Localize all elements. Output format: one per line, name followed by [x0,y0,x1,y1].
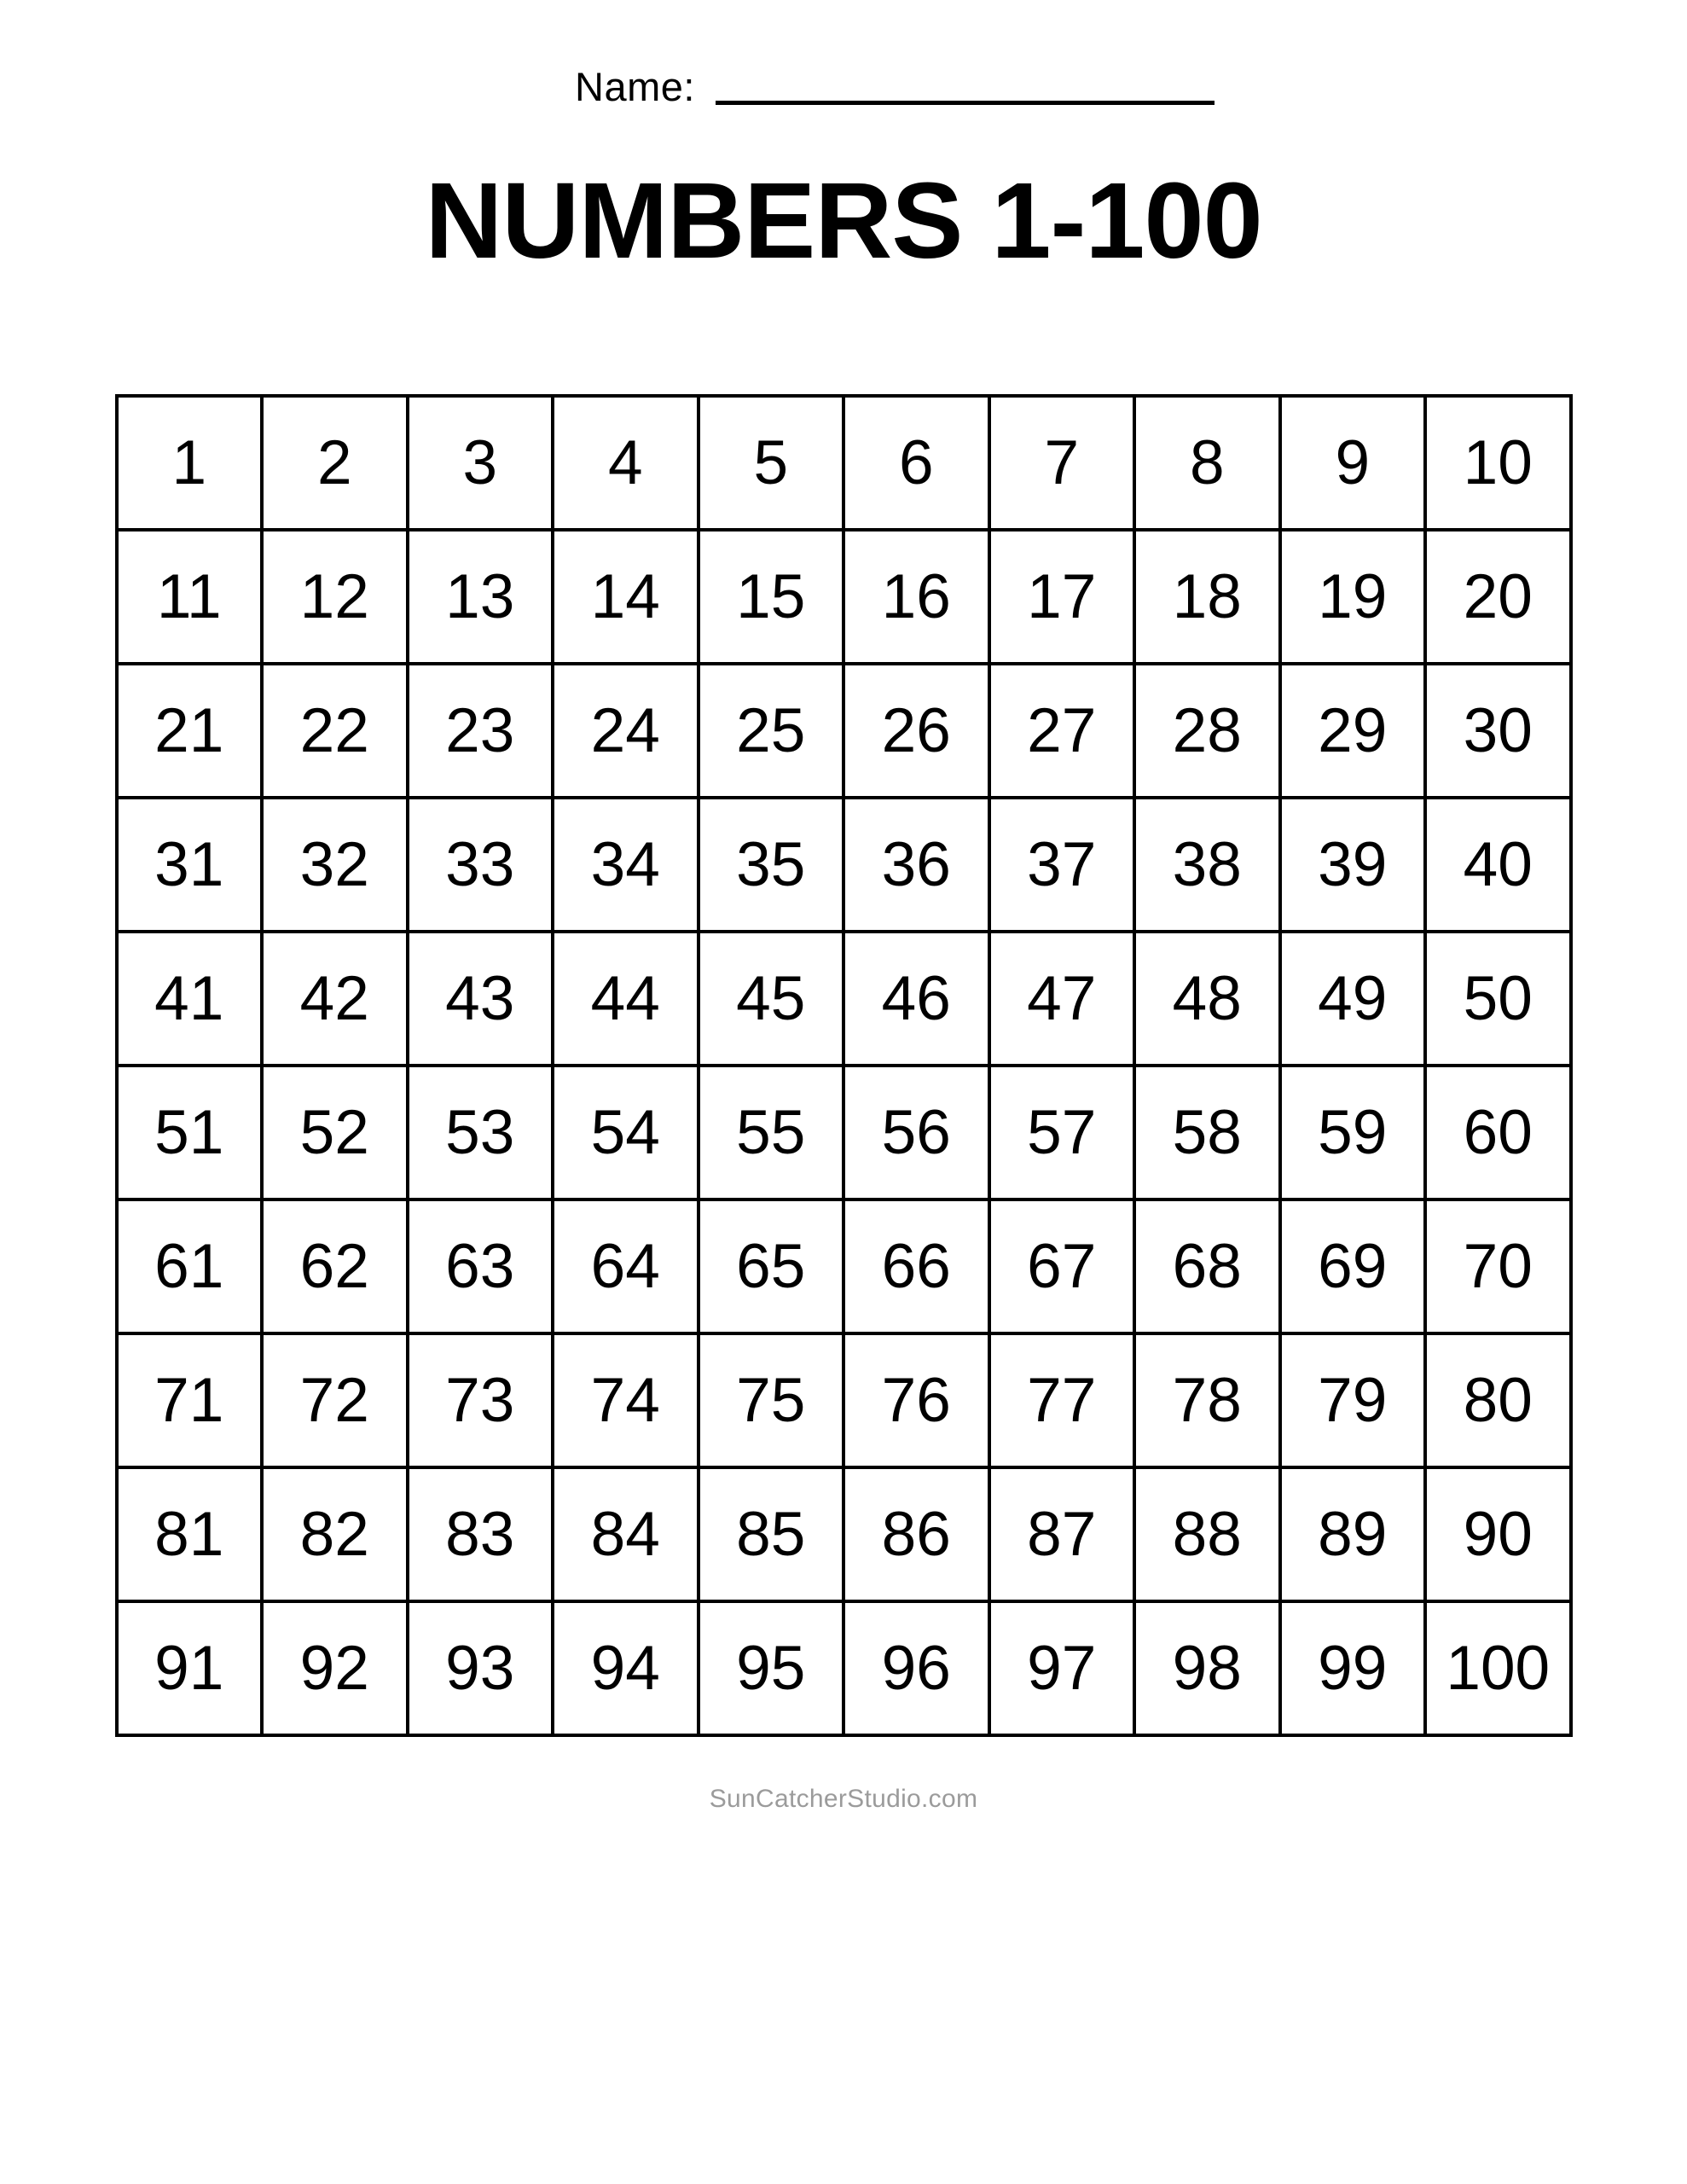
number-cell[interactable]: 14 [553,530,699,664]
number-cell[interactable]: 54 [553,1066,699,1199]
number-cell[interactable]: 6 [844,396,989,530]
number-cell[interactable]: 57 [989,1066,1135,1199]
table-row [117,1066,1571,1199]
number-cell[interactable]: 31 [117,798,263,932]
number-cell[interactable]: 13 [408,530,554,664]
number-cell[interactable]: 79 [1280,1333,1426,1467]
number-cell[interactable]: 92 [262,1601,408,1735]
number-cell[interactable]: 48 [1134,932,1280,1066]
number-cell[interactable]: 94 [553,1601,699,1735]
table-row [117,396,1571,530]
name-label: Name: [575,64,695,109]
number-cell[interactable]: 39 [1280,798,1426,932]
number-cell[interactable]: 87 [989,1467,1135,1601]
number-cell[interactable]: 40 [1425,798,1571,932]
number-cell[interactable]: 17 [989,530,1135,664]
number-cell[interactable]: 72 [262,1333,408,1467]
number-cell[interactable]: 75 [699,1333,844,1467]
number-cell[interactable]: 74 [553,1333,699,1467]
number-cell[interactable]: 16 [844,530,989,664]
number-cell[interactable]: 73 [408,1333,554,1467]
number-cell[interactable]: 49 [1280,932,1426,1066]
table-row [117,1601,1571,1735]
number-cell[interactable]: 37 [989,798,1135,932]
number-cell[interactable]: 84 [553,1467,699,1601]
number-cell[interactable]: 59 [1280,1066,1426,1199]
number-cell[interactable]: 41 [117,932,263,1066]
number-cell[interactable]: 52 [262,1066,408,1199]
table-row [117,1467,1571,1601]
table-row [117,1333,1571,1467]
table-row [117,798,1571,932]
number-cell[interactable]: 70 [1425,1199,1571,1333]
number-cell[interactable]: 45 [699,932,844,1066]
number-cell[interactable]: 20 [1425,530,1571,664]
number-cell[interactable]: 43 [408,932,554,1066]
number-cell[interactable]: 19 [1280,530,1426,664]
number-cell[interactable]: 27 [989,664,1135,798]
number-cell[interactable]: 66 [844,1199,989,1333]
number-cell[interactable]: 11 [117,530,263,664]
number-cell[interactable]: 23 [408,664,554,798]
number-cell[interactable]: 12 [262,530,408,664]
number-cell[interactable]: 30 [1425,664,1571,798]
number-grid-table [115,394,1573,1737]
number-cell[interactable]: 97 [989,1601,1135,1735]
number-cell[interactable]: 47 [989,932,1135,1066]
number-cell[interactable]: 100 [1425,1601,1571,1735]
table-row [117,932,1571,1066]
number-cell[interactable]: 29 [1280,664,1426,798]
number-cell[interactable]: 51 [117,1066,263,1199]
number-cell[interactable]: 36 [844,798,989,932]
number-cell[interactable]: 62 [262,1199,408,1333]
number-cell[interactable]: 8 [1134,396,1280,530]
number-cell[interactable]: 63 [408,1199,554,1333]
number-cell[interactable]: 15 [699,530,844,664]
table-row [117,664,1571,798]
number-cell[interactable]: 82 [262,1467,408,1601]
number-cell[interactable]: 32 [262,798,408,932]
number-cell[interactable]: 99 [1280,1601,1426,1735]
number-cell[interactable]: 85 [699,1467,844,1601]
number-cell[interactable]: 10 [1425,396,1571,530]
number-cell[interactable]: 44 [553,932,699,1066]
number-cell[interactable]: 42 [262,932,408,1066]
number-cell[interactable]: 26 [844,664,989,798]
number-cell[interactable]: 91 [117,1601,263,1735]
number-cell[interactable]: 76 [844,1333,989,1467]
table-row [117,1199,1571,1333]
number-cell[interactable]: 5 [699,396,844,530]
number-cell[interactable]: 25 [699,664,844,798]
number-cell[interactable]: 2 [262,396,408,530]
number-cell[interactable]: 81 [117,1467,263,1601]
number-cell[interactable]: 9 [1280,396,1426,530]
number-cell[interactable]: 64 [553,1199,699,1333]
number-cell[interactable]: 1 [117,396,263,530]
hundreds-chart [115,394,1573,1737]
number-cell[interactable]: 56 [844,1066,989,1199]
number-cell[interactable]: 3 [408,396,554,530]
number-cell[interactable]: 58 [1134,1066,1280,1199]
number-cell[interactable]: 21 [117,664,263,798]
page-title: NUMBERS 1-100 [425,160,1262,281]
number-cell[interactable]: 7 [989,396,1135,530]
number-cell[interactable]: 98 [1134,1601,1280,1735]
number-cell[interactable]: 24 [553,664,699,798]
number-cell[interactable]: 34 [553,798,699,932]
name-write-in-line[interactable] [716,101,1215,105]
number-cell[interactable]: 86 [844,1467,989,1601]
number-cell[interactable]: 53 [408,1066,554,1199]
number-cell[interactable]: 65 [699,1199,844,1333]
number-cell[interactable]: 78 [1134,1333,1280,1467]
number-cell[interactable]: 71 [117,1333,263,1467]
number-cell[interactable]: 28 [1134,664,1280,798]
number-cell[interactable]: 33 [408,798,554,932]
number-cell[interactable]: 60 [1425,1066,1571,1199]
number-cell[interactable]: 38 [1134,798,1280,932]
number-cell[interactable]: 46 [844,932,989,1066]
number-cell[interactable]: 67 [989,1199,1135,1333]
number-cell[interactable]: 55 [699,1066,844,1199]
number-cell[interactable]: 96 [844,1601,989,1735]
number-cell[interactable]: 4 [553,396,699,530]
number-cell[interactable]: 22 [262,664,408,798]
number-grid-body [117,396,1571,1735]
number-cell[interactable]: 35 [699,798,844,932]
number-cell[interactable]: 18 [1134,530,1280,664]
number-cell[interactable]: 68 [1134,1199,1280,1333]
number-cell[interactable]: 88 [1134,1467,1280,1601]
name-field-row [0,64,1687,112]
number-cell[interactable]: 95 [699,1601,844,1735]
number-cell[interactable]: 77 [989,1333,1135,1467]
number-cell[interactable]: 83 [408,1467,554,1601]
table-row [117,530,1571,664]
number-cell[interactable]: 69 [1280,1199,1426,1333]
number-cell[interactable]: 89 [1280,1467,1426,1601]
number-cell[interactable]: 50 [1425,932,1571,1066]
number-cell[interactable]: 80 [1425,1333,1571,1467]
footer-credit: SunCatcherStudio.com [709,1784,978,1813]
number-cell[interactable]: 61 [117,1199,263,1333]
number-cell[interactable]: 93 [408,1601,554,1735]
number-cell[interactable]: 90 [1425,1467,1571,1601]
